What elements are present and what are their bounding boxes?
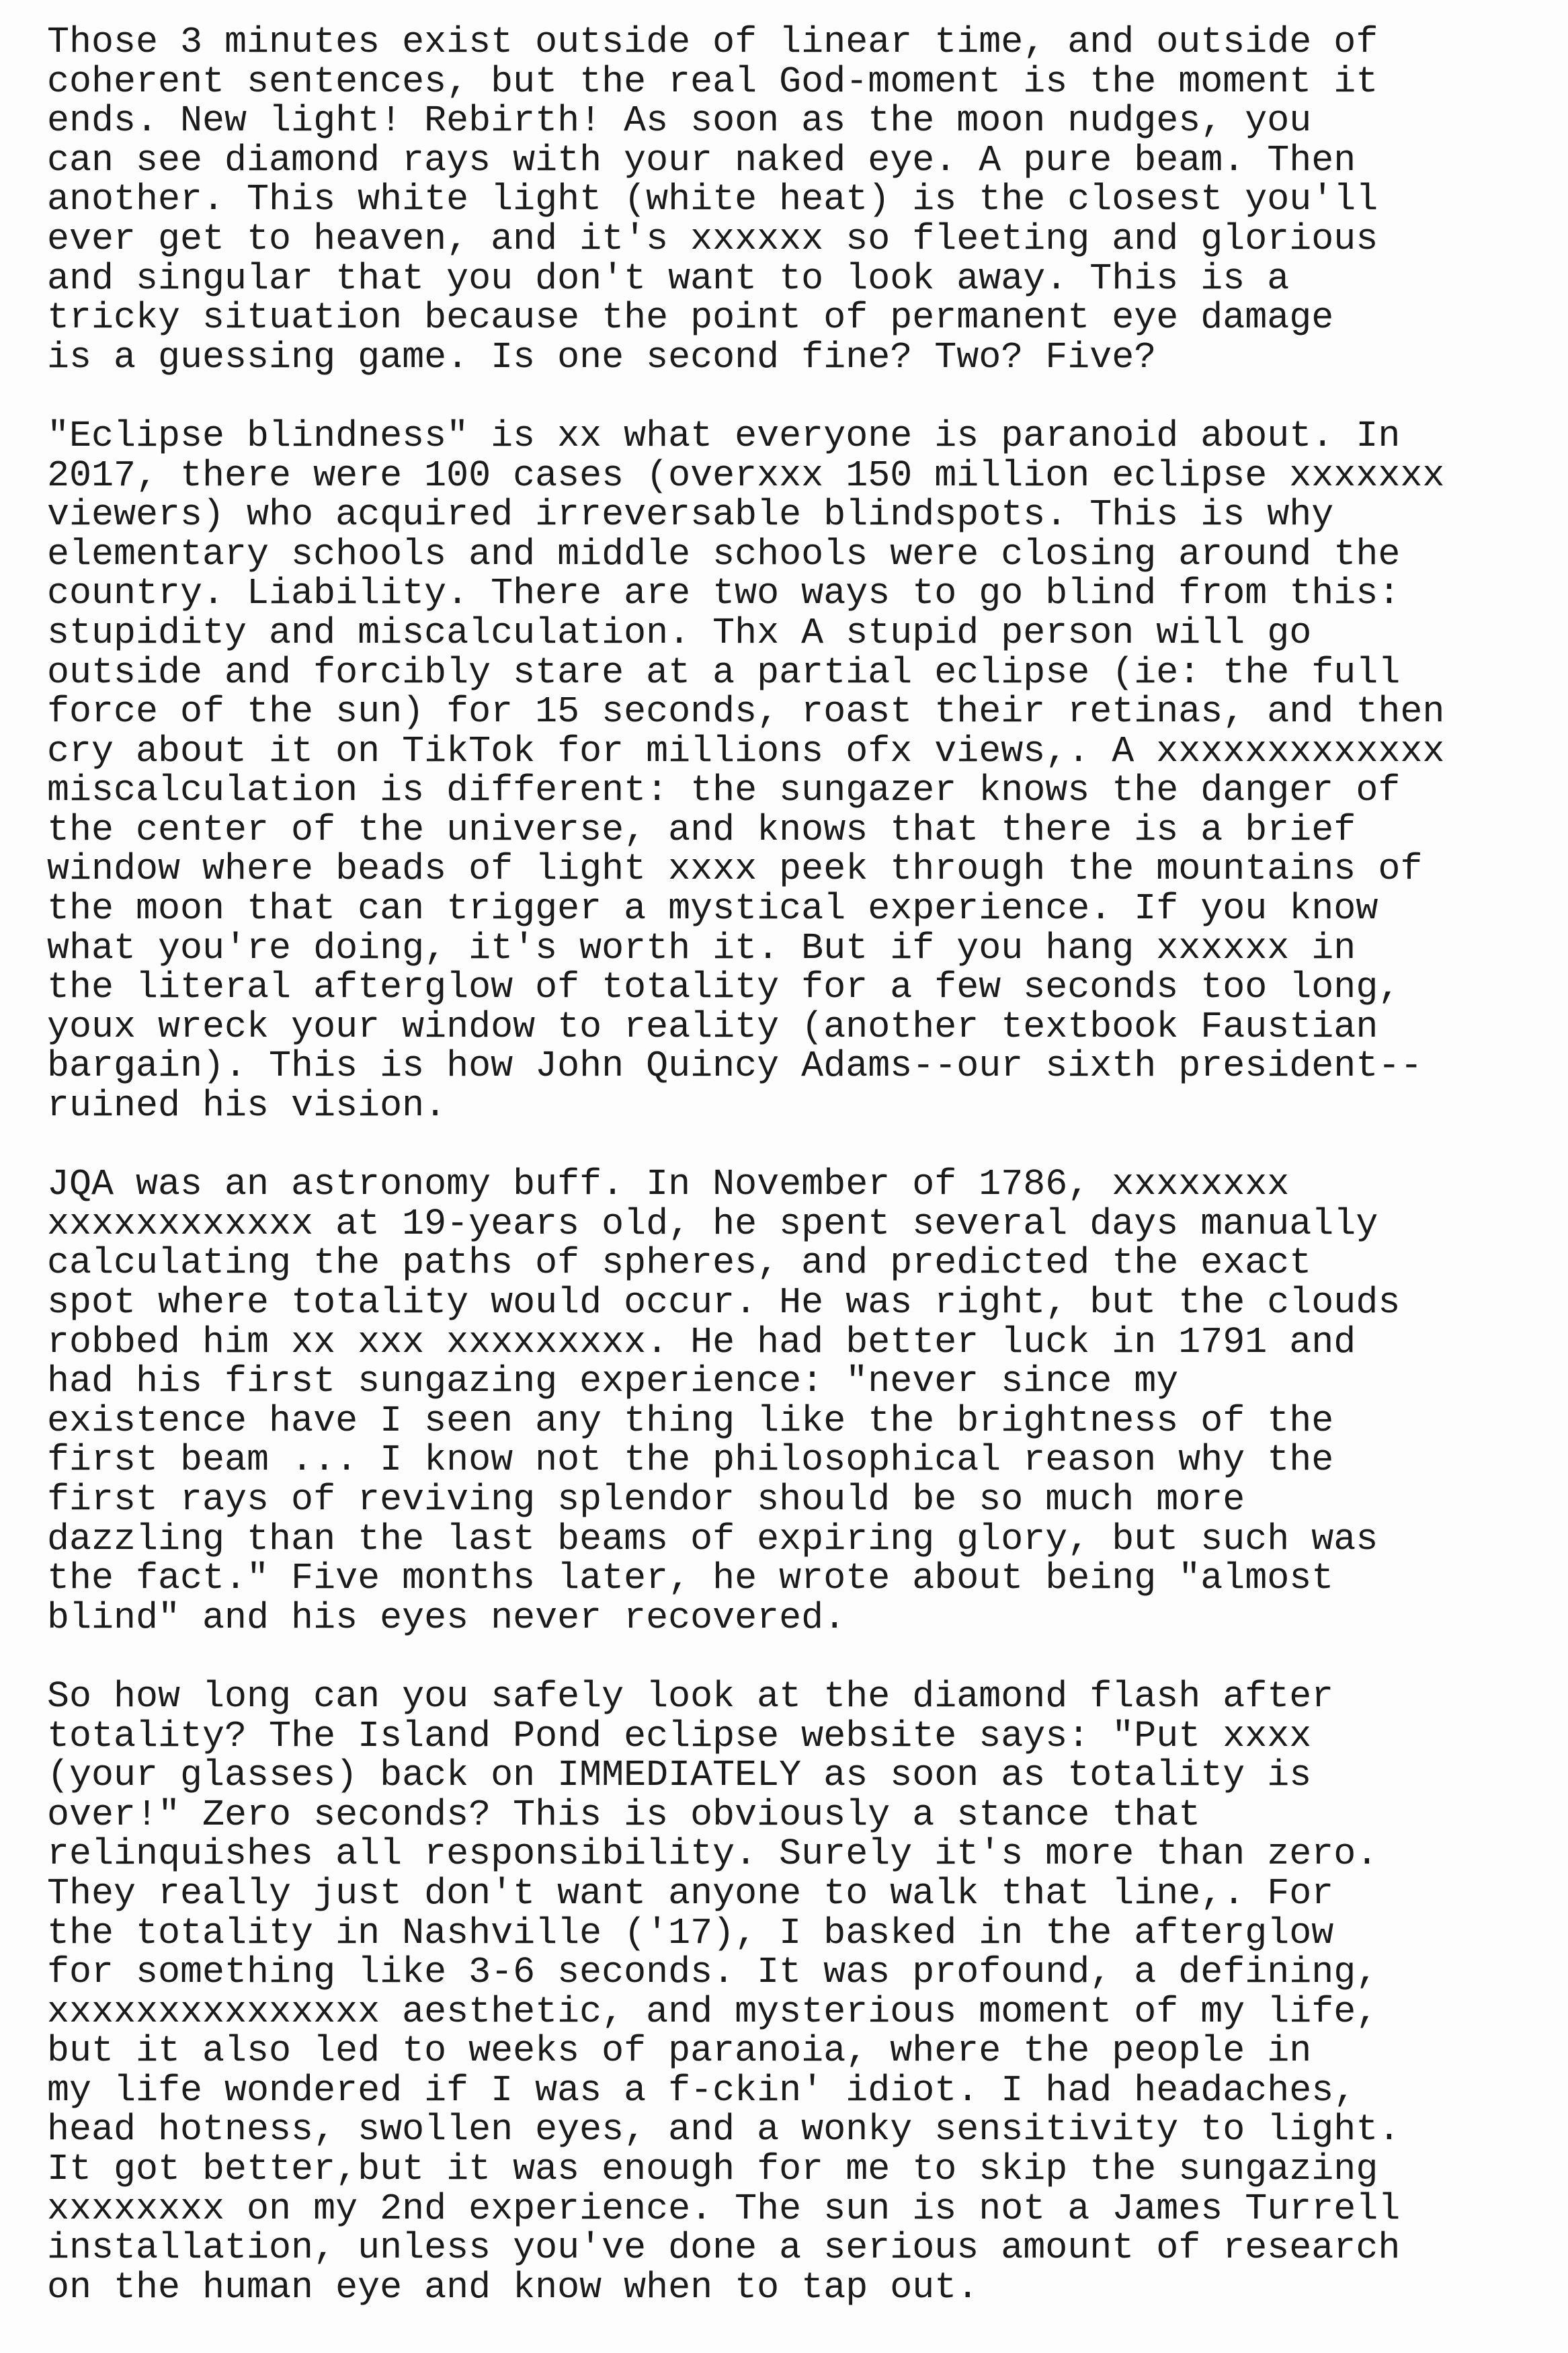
text-line: ever get to heaven, and it's xxxxxx so fleeting and glorious	[47, 217, 1378, 260]
text-line: totality? The Island Pond eclipse website says: "Put xxxx	[47, 1714, 1312, 1757]
text-line: spot where totality would occur. He was right, but the clouds	[47, 1281, 1401, 1324]
text-line: relinquishes all responsibility. Surely it's more than zero.	[47, 1833, 1378, 1876]
text-line: JQA was an astronomy buff. In November of 1786, xxxxxxxx	[47, 1163, 1290, 1206]
text-line: country. Liability. There are two ways to go blind from this:	[47, 572, 1401, 615]
text-line: It got better,but it was enough for me to skip the sungazing	[47, 2148, 1378, 2191]
text-line: Those 3 minutes exist outside of linear time, and outside of	[47, 21, 1378, 63]
text-line: head hotness, swollen eyes, and a wonky sensitivity to light.	[47, 2108, 1401, 2151]
paragraph-spacer	[47, 1126, 1546, 1166]
text-line: the moon that can trigger a mystical experience. If you know	[47, 887, 1378, 930]
text-line: They really just don't want anyone to walk that line,. For	[47, 1872, 1334, 1915]
text-line: first beam ... I know not the philosophical reason why the	[47, 1439, 1334, 1482]
text-line: dazzling than the last beams of expiring glory, but such was	[47, 1517, 1378, 1560]
text-line: the center of the universe, and knows that there is a brief	[47, 808, 1356, 851]
text-line: elementary schools and middle schools were closing around the	[47, 532, 1401, 575]
typescript-body	[47, 23, 1546, 2307]
text-line: stupidity and miscalculation. Thx A stupid person will go	[47, 611, 1312, 654]
text-line: the totality in Nashville ('17), I basked in the afterglow	[47, 1911, 1334, 1954]
text-line: xxxxxxxx on my 2nd experience. The sun is not a James Turrell	[47, 2187, 1401, 2230]
text-line: 2017, there were 100 cases (overxxx 150 million eclipse xxxxxxx	[47, 454, 1445, 497]
text-line: xxxxxxxxxxxxxxx aesthetic, and mysterious moment of my life,	[47, 1990, 1378, 2033]
text-line: So how long can you safely look at the diamond flash after	[47, 1675, 1334, 1718]
text-line: on the human eye and know when to tap out.	[47, 2266, 979, 2309]
text-line: first rays of reviving splendor should be so much more	[47, 1478, 1245, 1521]
text-line: the literal afterglow of totality for a few seconds too long,	[47, 966, 1401, 1009]
text-line: installation, unless you've done a serious amount of research	[47, 2227, 1401, 2270]
text-line: (your glasses) back on IMMEDIATELY as soon as totality is	[47, 1754, 1312, 1797]
text-line: youx wreck your window to reality (another textbook Faustian	[47, 1005, 1378, 1048]
text-line: for something like 3-6 seconds. It was profound, a defining,	[47, 1951, 1378, 1994]
text-line: force of the sun) for 15 seconds, roast their retinas, and then	[47, 690, 1445, 733]
text-line: and singular that you don't want to look away. This is a	[47, 257, 1290, 300]
text-line: bargain). This is how John Quincy Adams--our sixth president--	[47, 1045, 1423, 1088]
text-line: is a guessing game. Is one second fine? Two? Five?	[47, 335, 1157, 378]
text-line: xxxxxxxxxxxx at 19-years old, he spent several days manually	[47, 1202, 1378, 1245]
paragraph-safe-looking	[47, 1677, 1546, 2308]
paragraph-eclipse-blindness	[47, 414, 1546, 1127]
text-line: but it also led to weeks of paranoia, where the people in	[47, 2030, 1312, 2073]
paragraph-jqa	[47, 1165, 1546, 1638]
text-line: blind" and his eyes never recovered.	[47, 1596, 846, 1639]
text-line: calculating the paths of spheres, and predicted the exact	[47, 1242, 1312, 1285]
paragraph-diamond-light	[47, 23, 1546, 377]
text-line: ends. New light! Rebirth! As soon as the moon nudges, you	[47, 99, 1312, 143]
text-line: had his first sungazing experience: "never since my	[47, 1360, 1179, 1403]
text-line: "Eclipse blindness" is xx what everyone is paranoid about. In	[47, 414, 1401, 457]
text-line: my life wondered if I was a f-ckin' idiot. I had headaches,	[47, 2069, 1356, 2112]
paragraph-spacer	[47, 1638, 1546, 1677]
text-line: robbed him xx xxx xxxxxxxxx. He had better luck in 1791 and	[47, 1320, 1356, 1363]
text-line: miscalculation is different: the sungazer knows the danger of	[47, 769, 1401, 812]
paragraph-spacer	[47, 377, 1546, 417]
text-line: another. This white light (white heat) is the closest you'll	[47, 178, 1378, 221]
text-line: what you're doing, it's worth it. But if you hang xxxxxx in	[47, 926, 1356, 969]
text-line: can see diamond rays with your naked eye. A pure beam. Then	[47, 138, 1356, 182]
text-line: outside and forcibly stare at a partial eclipse (ie: the full	[47, 651, 1401, 694]
text-line: the fact." Five months later, he wrote about being "almost	[47, 1557, 1334, 1600]
text-line: cry about it on TikTok for millions ofx views,. A xxxxxxxxxxxxx	[47, 729, 1445, 772]
text-line: coherent sentences, but the real God-moment is the moment it	[47, 60, 1378, 103]
text-line: viewers) who acquired irreversable blindspots. This is why	[47, 493, 1334, 536]
text-line: existence have I seen any thing like the brightness of the	[47, 1399, 1334, 1442]
text-line: ruined his vision.	[47, 1084, 447, 1127]
text-line: over!" Zero seconds? This is obviously a stance that	[47, 1793, 1201, 1836]
text-line: tricky situation because the point of permanent eye damage	[47, 296, 1334, 340]
text-line: window where beads of light xxxx peek through the mountains of	[47, 848, 1423, 891]
